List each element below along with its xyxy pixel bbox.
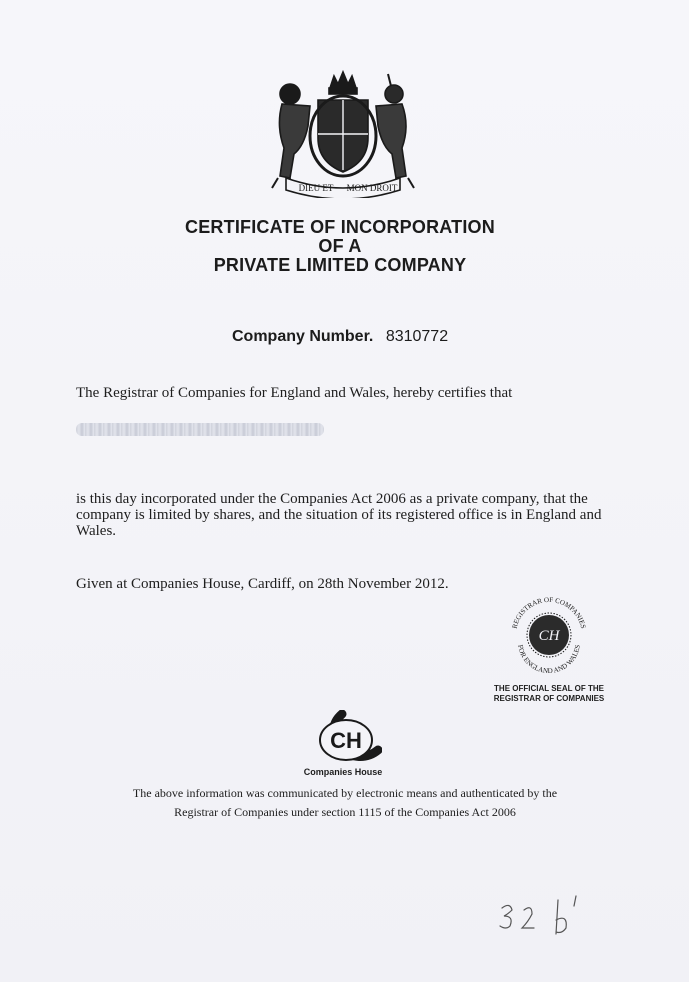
footer-authentication bbox=[90, 784, 600, 822]
footer-line1: The above information was communicated by electronic means and authenticated by the bbox=[132, 786, 558, 800]
registrar-statement: The Registrar of Companies for England and Wales, hereby certifies that bbox=[76, 385, 513, 401]
logo-monogram: CH bbox=[330, 728, 362, 753]
svg-text:REGISTRAR OF COMPANIES: REGISTRAR OF COMPANIES bbox=[510, 595, 588, 630]
company-number bbox=[232, 328, 448, 346]
motto-right-text: MON DROIT bbox=[346, 183, 398, 193]
company-number-value: 8310772 bbox=[385, 328, 449, 345]
companies-house-caption: Companies House bbox=[303, 767, 383, 777]
certificate-title-line1: CERTIFICATE OF INCORPORATION bbox=[185, 217, 495, 237]
certificate-title-line2: OF A bbox=[318, 236, 362, 256]
redacted-company-name bbox=[76, 423, 324, 436]
certificate-title-line3: PRIVATE LIMITED COMPANY bbox=[213, 255, 467, 275]
footer-line2: Registrar of Companies under section 1115 of the Companies Act 2006 bbox=[174, 805, 516, 819]
seal-caption-line1: THE OFFICIAL SEAL OF THE bbox=[494, 684, 604, 693]
handwritten-mark bbox=[496, 890, 596, 940]
given-statement: Given at Companies House, Cardiff, on 28th November 2012. bbox=[76, 576, 449, 592]
registrar-seal-icon bbox=[506, 592, 592, 678]
svg-text:FOR ENGLAND AND WALES: FOR ENGLAND AND WALES bbox=[516, 644, 582, 676]
seal-monogram: CH bbox=[538, 628, 560, 644]
royal-coat-of-arms-icon bbox=[268, 66, 418, 198]
seal-caption bbox=[474, 684, 624, 704]
incorporation-statement: is this day incorporated under the Companies Act 2006 as a private company, that the company is limited by shares, and the situation of its registered office is in England and Wales. bbox=[76, 491, 602, 539]
motto-left-text: DIEU ET bbox=[298, 183, 334, 193]
companies-house-logo-icon bbox=[304, 710, 382, 766]
seal-caption-line2: REGISTRAR OF COMPANIES bbox=[493, 694, 605, 703]
company-number-label: Company Number. bbox=[232, 328, 374, 345]
